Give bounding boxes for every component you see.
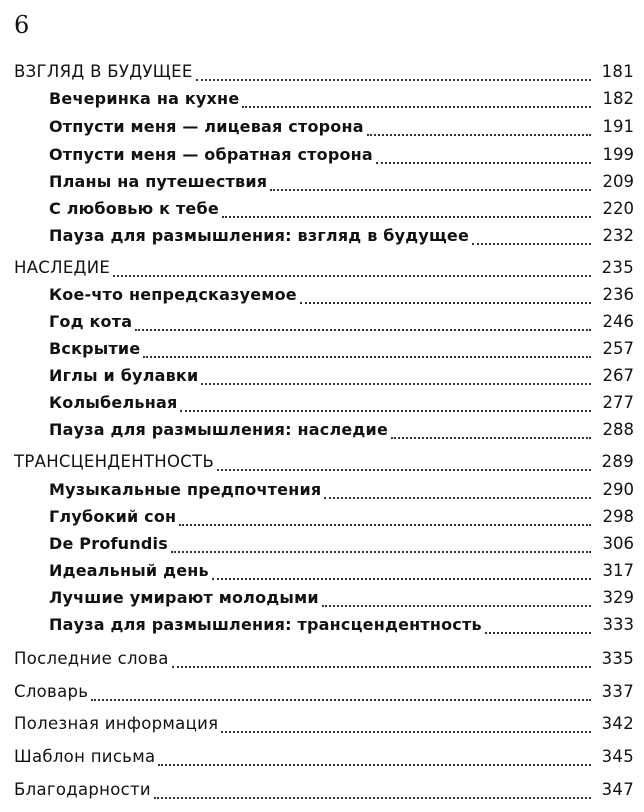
toc-entry-title: С любовью к тебе	[49, 199, 219, 218]
dot-leader	[270, 189, 591, 191]
toc-entry-title: Отпусти меня — лицевая сторона	[49, 117, 364, 136]
toc-end-entry[interactable]	[0, 747, 644, 771]
toc-entry[interactable]	[0, 199, 644, 223]
dot-leader	[391, 437, 591, 439]
dot-leader	[154, 797, 591, 799]
dot-leader	[472, 243, 591, 245]
dot-leader	[324, 497, 591, 499]
toc-entry-title: Благодарности	[14, 780, 151, 799]
toc-entry-page: 267	[602, 366, 634, 385]
toc-entry[interactable]	[0, 588, 644, 612]
toc-entry[interactable]	[0, 480, 644, 504]
toc-entry-title: Иглы и булавки	[49, 366, 199, 385]
dot-leader	[135, 329, 591, 331]
toc-entry-page: 181	[601, 62, 634, 81]
toc-entry[interactable]	[0, 312, 644, 336]
toc-entry-page: 317	[602, 561, 634, 580]
dot-leader	[242, 106, 591, 108]
toc-entry[interactable]	[0, 285, 644, 309]
toc-entry-title: Пауза для размышления: трансцендентность	[49, 615, 482, 634]
toc-entry-page: 232	[602, 226, 634, 245]
toc-entry-page: 290	[602, 480, 634, 499]
toc-entry-page: 298	[602, 507, 634, 526]
toc-entry[interactable]	[0, 366, 644, 390]
page-number: 6	[14, 11, 30, 39]
toc-entry-page: 345	[601, 747, 634, 766]
toc-entry-page: 277	[602, 393, 634, 412]
toc-end-entry[interactable]	[0, 780, 644, 804]
toc-entry[interactable]	[0, 534, 644, 558]
toc-entry[interactable]	[0, 89, 644, 113]
dot-leader	[196, 79, 591, 81]
toc-entry-page: 306	[602, 534, 634, 553]
toc-entry[interactable]	[0, 172, 644, 196]
toc-entry-page: 235	[601, 258, 634, 277]
toc-entry-page: 335	[601, 649, 634, 668]
toc-section-heading[interactable]	[0, 62, 644, 86]
toc-entry-page: 337	[601, 682, 634, 701]
toc-entry-title: Последние слова	[14, 649, 169, 668]
toc-entry-page: 333	[602, 615, 634, 634]
toc-entry-page: 209	[602, 172, 634, 191]
toc-entry-title: Отпусти меня — обратная сторона	[49, 145, 373, 164]
toc-entry-page: 191	[602, 117, 634, 136]
toc-entry-title: Музыкальные предпочтения	[49, 480, 322, 499]
toc-entry-title: Год кота	[49, 312, 133, 331]
toc-entry[interactable]	[0, 145, 644, 169]
toc-end-entry[interactable]	[0, 682, 644, 706]
toc-entry[interactable]	[0, 615, 644, 639]
dot-leader	[91, 699, 591, 701]
toc-entry-page: 329	[602, 588, 634, 607]
toc-end-entry[interactable]	[0, 649, 644, 673]
toc-entry[interactable]	[0, 561, 644, 585]
toc-entry-title: Вечеринка на кухне	[49, 89, 240, 108]
dot-leader	[180, 410, 591, 412]
toc-entry-title: Кое-что непредсказуемое	[49, 285, 297, 304]
toc-entry-page: 342	[601, 714, 634, 733]
toc-entry-title: Планы на путешествия	[49, 172, 268, 191]
dot-leader	[300, 302, 591, 304]
toc-entry-page: 347	[601, 780, 634, 799]
toc-entry-page: 288	[602, 420, 634, 439]
toc-entry-title: ТРАНСЦЕНДЕНТНОСТЬ	[14, 452, 215, 471]
dot-leader	[221, 731, 591, 733]
toc-entry[interactable]	[0, 420, 644, 444]
toc-section-heading[interactable]	[0, 452, 644, 476]
toc-entry-title: Шаблон письма	[14, 747, 156, 766]
dot-leader	[367, 134, 591, 136]
dot-leader	[171, 551, 591, 553]
toc-entry-page: 236	[602, 285, 634, 304]
toc-entry-page: 246	[602, 312, 634, 331]
toc-end-entry[interactable]	[0, 714, 644, 738]
dot-leader	[143, 356, 591, 358]
toc-entry[interactable]	[0, 226, 644, 250]
dot-leader	[485, 632, 591, 634]
dot-leader	[322, 605, 591, 607]
toc-entry-title: Вскрытие	[49, 339, 141, 358]
toc-entry[interactable]	[0, 393, 644, 417]
toc-entry-title: De Profundis	[49, 534, 168, 553]
toc-entry-title: ВЗГЛЯД В БУДУЩЕЕ	[14, 62, 193, 81]
toc-entry-title: Пауза для размышления: наследие	[49, 420, 389, 439]
dot-leader	[376, 162, 591, 164]
toc-entry[interactable]	[0, 339, 644, 363]
toc-section-heading[interactable]	[0, 258, 644, 282]
toc-entry-title: Лучшие умирают молодыми	[49, 588, 319, 607]
toc-entry-title: НАСЛЕДИЕ	[14, 258, 111, 277]
toc-entry-page: 220	[602, 199, 634, 218]
dot-leader	[158, 764, 591, 766]
toc-entry-title: Пауза для размышления: взгляд в будущее	[49, 226, 470, 245]
toc-entry-title: Глубокий сон	[49, 507, 177, 526]
toc-entry-title: Колыбельная	[49, 393, 178, 412]
toc-entry-title: Полезная информация	[14, 714, 219, 733]
dot-leader	[222, 216, 591, 218]
dot-leader	[113, 275, 591, 277]
toc-entry-page: 289	[601, 452, 634, 471]
dot-leader	[179, 524, 591, 526]
toc-entry-page: 257	[602, 339, 634, 358]
toc-entry[interactable]	[0, 117, 644, 141]
dot-leader	[212, 578, 591, 580]
toc-entry-title: Словарь	[14, 682, 89, 701]
toc-entry-page: 182	[602, 89, 634, 108]
toc-entry-title: Идеальный день	[49, 561, 209, 580]
dot-leader	[201, 383, 591, 385]
dot-leader	[172, 666, 591, 668]
toc-entry-page: 199	[602, 145, 634, 164]
dot-leader	[217, 469, 591, 471]
toc-entry[interactable]	[0, 507, 644, 531]
